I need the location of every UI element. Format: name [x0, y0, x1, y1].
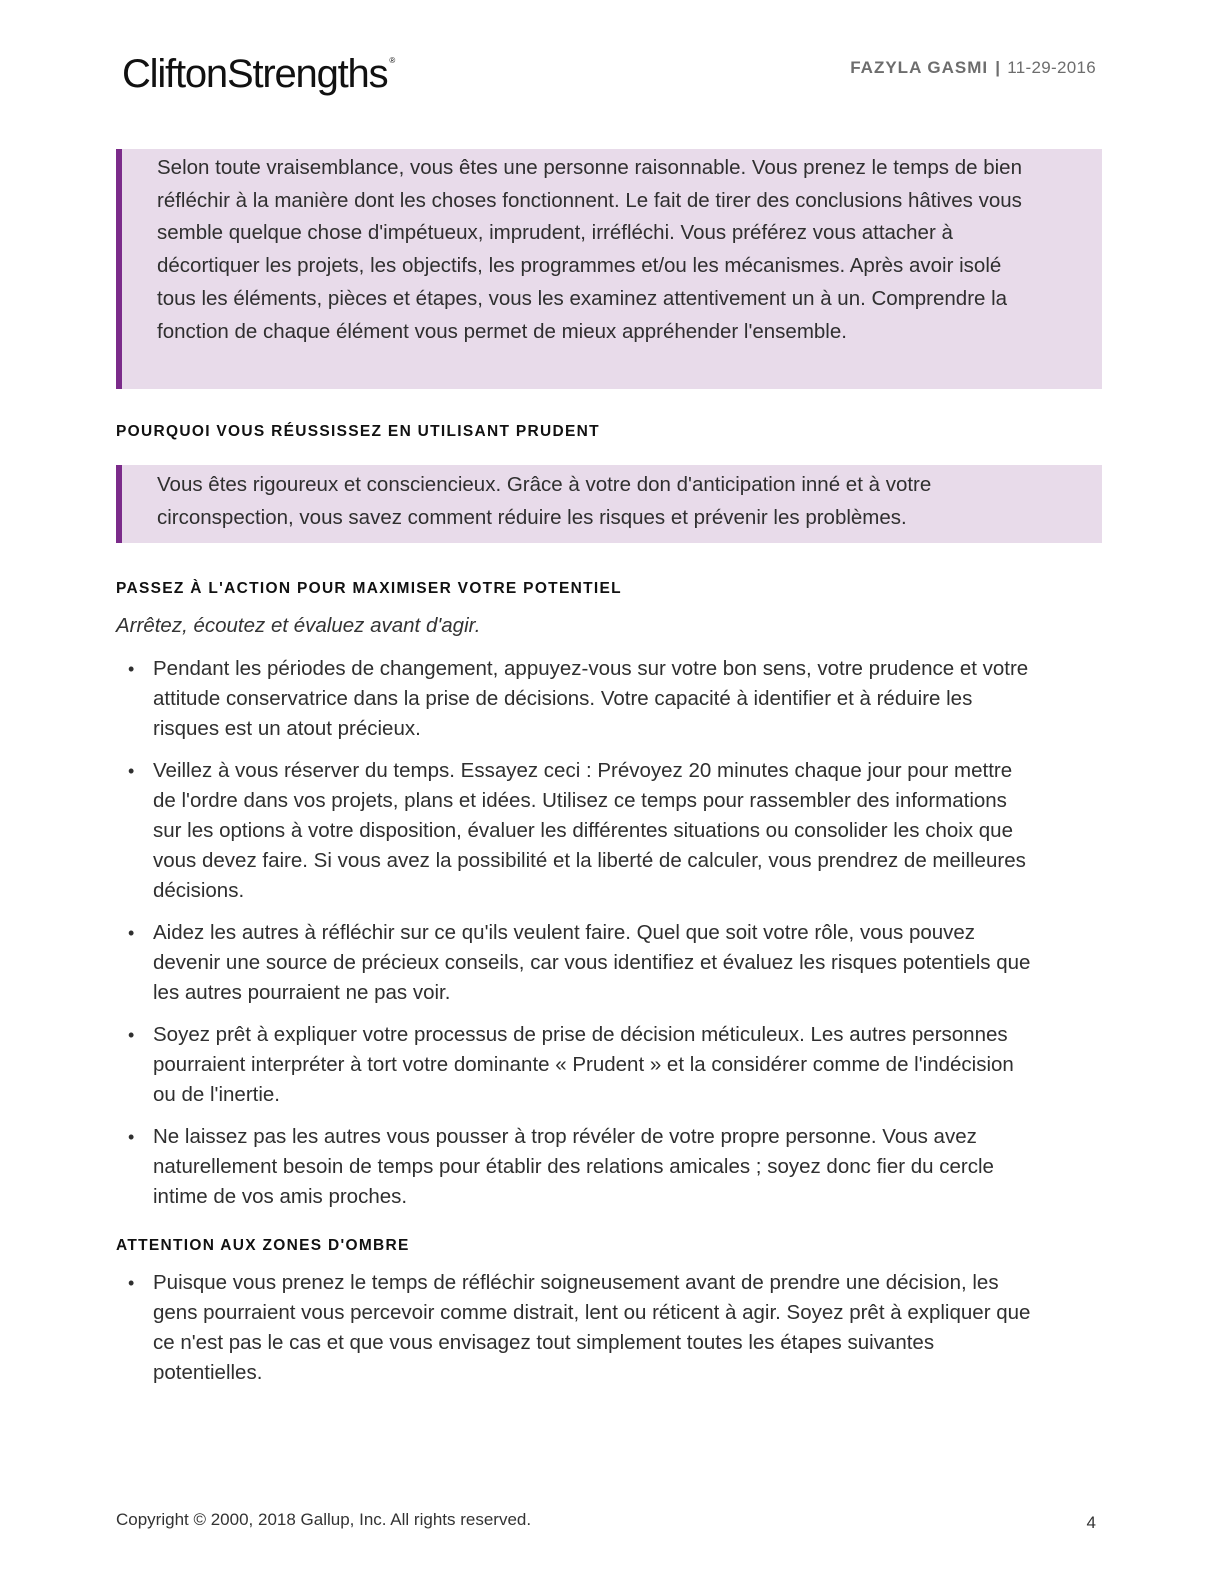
why-callout: [116, 465, 1102, 543]
action-item: [116, 918, 1036, 1008]
page-number: 4: [1086, 1513, 1096, 1532]
bullet-icon: •: [128, 1273, 135, 1293]
intro-callout: [116, 149, 1102, 389]
meta-separator: |: [995, 58, 1001, 77]
action-item: [116, 654, 1036, 744]
action-item-text: Aidez les autres à réfléchir sur ce qu'ils veulent faire. Quel que soit votre rôle, vous pouvez devenir une source de précieux conseils, car vous identifiez et évaluez les risques potentiels que les autres pourraient ne pas voir.: [153, 921, 1031, 1004]
blind-spot-item-text: Puisque vous prenez le temps de réfléchir soigneusement avant de prendre une décision, les gens pourraient vous percevoir comme distrait, lent ou réticent à agir. Soyez prêt à expliquer que ce n'est pas le cas et que vous envisagez tout simplement toutes les étapes suivantes potentielles.: [153, 1271, 1031, 1384]
bullet-icon: •: [128, 1025, 135, 1045]
bullet-icon: •: [128, 923, 135, 943]
action-item: [116, 1020, 1036, 1110]
report-date: 11-29-2016: [1007, 58, 1096, 77]
blind-spot-item: [116, 1268, 1036, 1388]
action-item: [116, 1122, 1036, 1212]
blind-spots-list: [116, 1268, 1036, 1400]
bullet-icon: •: [128, 1127, 135, 1147]
action-item-text: Pendant les périodes de changement, appuyez-vous sur votre bon sens, votre prudence et votre attitude conservatrice dans la prise de décisions. Votre capacité à identifier et à réduire les risques est un atout précieux.: [153, 657, 1029, 740]
why-callout-text: Vous êtes rigoureux et consciencieux. Grâce à votre don d'anticipation inné et à votre circonspection, vous savez comment réduire les risques et prévenir les problèmes.: [157, 473, 932, 529]
action-item-text: Veillez à vous réserver du temps. Essayez ceci : Prévoyez 20 minutes chaque jour pour mettre de l'ordre dans vos projets, plans et idées. Utilisez ce temps pour rassembler des informations sur les options à votre disposition, évaluer les différentes situations ou consolider les choix que vous devez faire. Si vous avez la possibilité et la liberté de calculer, vous prendrez de meilleures décisions.: [153, 759, 1026, 902]
action-item-text: Ne laissez pas les autres vous pousser à trop révéler de votre propre personne. Vous avez naturellement besoin de temps pour établir des relations amicales ; soyez donc fier du cercle intime de vos amis proches.: [153, 1125, 994, 1208]
person-name: FAZYLA GASMI: [850, 58, 989, 77]
copyright-notice: Copyright © 2000, 2018 Gallup, Inc. All rights reserved.: [116, 1510, 532, 1529]
intro-callout-text: Selon toute vraisemblance, vous êtes une personne raisonnable. Vous prenez le temps de bien réfléchir à la manière dont les choses fonctionnent. Le fait de tirer des conclusions hâtives vous semble quelque chose d'impétueux, imprudent, irréfléchi. Vous préférez vous attacher à décortiquer les projets, les objectifs, les programmes et/ou les mécanismes. Après avoir isolé tous les éléments, pièces et étapes, vous les examinez attentivement un à un. Comprendre la fonction de chaque élément vous permet de mieux appréhender l'ensemble.: [157, 156, 1022, 343]
action-tagline: Arrêtez, écoutez et évaluez avant d'agir.: [116, 614, 481, 637]
action-items-list: [116, 654, 1036, 1224]
why-section-title: POURQUOI VOUS RÉUSSISSEZ EN UTILISANT PRUDENT: [116, 423, 600, 440]
registered-mark: ®: [389, 56, 395, 65]
bullet-icon: •: [128, 659, 135, 679]
cliftonstrengths-logo: [122, 52, 394, 97]
report-meta: [850, 58, 1096, 78]
bullet-icon: •: [128, 761, 135, 781]
logo-text: CliftonStrengths: [122, 52, 388, 96]
action-item-text: Soyez prêt à expliquer votre processus de prise de décision méticuleux. Les autres personnes pourraient interpréter à tort votre dominante « Prudent » et la considérer comme de l'indécision ou de l'inertie.: [153, 1023, 1014, 1106]
blind-spots-section-title: ATTENTION AUX ZONES D'OMBRE: [116, 1237, 410, 1254]
action-section-title: PASSEZ À L'ACTION POUR MAXIMISER VOTRE POTENTIEL: [116, 580, 622, 597]
action-item: [116, 756, 1036, 906]
